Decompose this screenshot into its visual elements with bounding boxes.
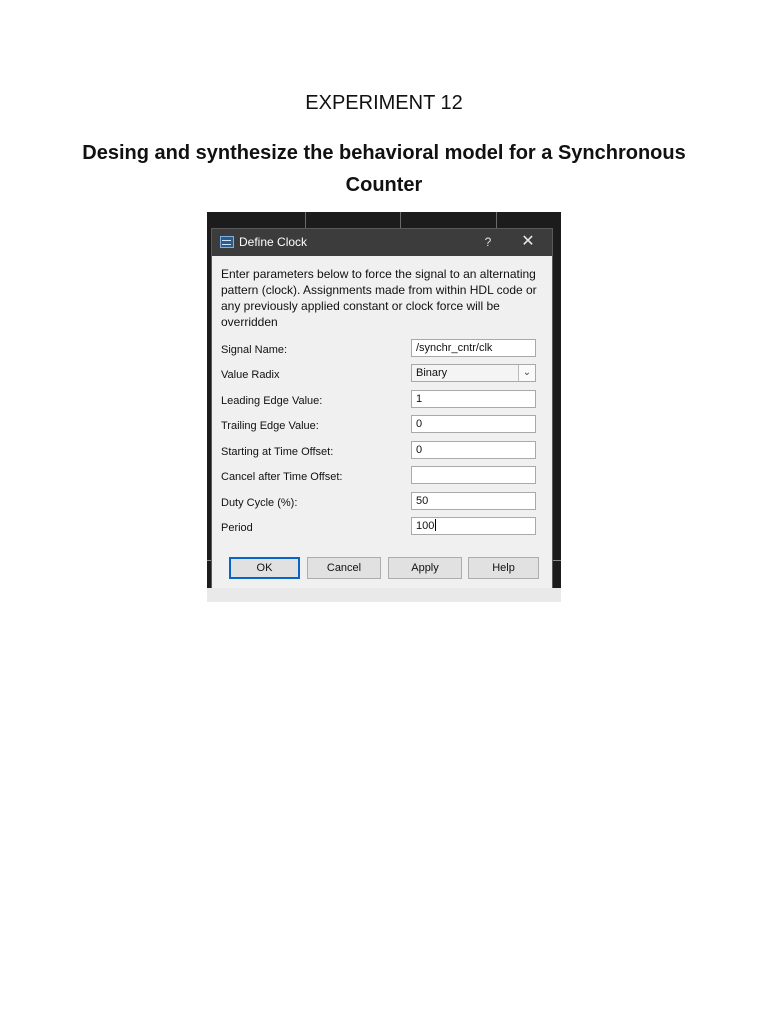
cancel-offset-input[interactable] (411, 466, 536, 484)
period-label: Period (221, 522, 253, 534)
signal-name-input[interactable]: /synchr_cntr/clk (411, 339, 536, 357)
value-radix-value: Binary (416, 367, 448, 379)
leading-edge-input[interactable]: 1 (411, 390, 536, 408)
trailing-edge-label: Trailing Edge Value: (221, 420, 319, 432)
period-input[interactable] (411, 517, 536, 535)
start-offset-label: Starting at Time Offset: (221, 446, 334, 458)
define-clock-dialog (211, 228, 553, 590)
duty-cycle-input[interactable]: 50 (411, 492, 536, 510)
dialog-titlebar (212, 229, 552, 256)
experiment-heading: EXPERIMENT 12 (305, 92, 463, 114)
signal-name-label: Signal Name: (221, 344, 288, 356)
screenshot-bottom-strip (207, 588, 561, 602)
text-caret (435, 519, 436, 531)
document-title: Desing and synthesize the behavioral model for a Synchronous Counter (82, 142, 686, 196)
value-radix-select[interactable] (411, 364, 536, 382)
period-value: 100 (416, 520, 435, 532)
help-button[interactable]: Help (468, 557, 539, 579)
ok-button[interactable]: OK (229, 557, 300, 579)
divider (496, 212, 497, 228)
help-question-button[interactable]: ? (484, 235, 492, 249)
chevron-down-icon[interactable]: ⌄ (518, 365, 535, 381)
cancel-button[interactable]: Cancel (307, 557, 381, 579)
trailing-edge-input[interactable]: 0 (411, 415, 536, 433)
dialog-description: Enter parameters below to force the signal to an alternating pattern (clock). Assignments made from within HDL code or any previously applied constant or clock force will be overridden (221, 267, 537, 329)
cancel-offset-label: Cancel after Time Offset: (221, 471, 343, 483)
duty-cycle-label: Duty Cycle (%): (221, 497, 298, 509)
divider (400, 212, 401, 228)
clock-waveform-icon (220, 236, 234, 248)
divider (305, 212, 306, 228)
close-button[interactable]: ✕ (521, 233, 535, 250)
divider (553, 560, 561, 561)
apply-button[interactable]: Apply (388, 557, 462, 579)
dialog-title: Define Clock (239, 235, 308, 249)
leading-edge-label: Leading Edge Value: (221, 395, 323, 407)
screenshot-frame (207, 212, 561, 602)
value-radix-label: Value Radix (221, 369, 280, 381)
start-offset-input[interactable]: 0 (411, 441, 536, 459)
